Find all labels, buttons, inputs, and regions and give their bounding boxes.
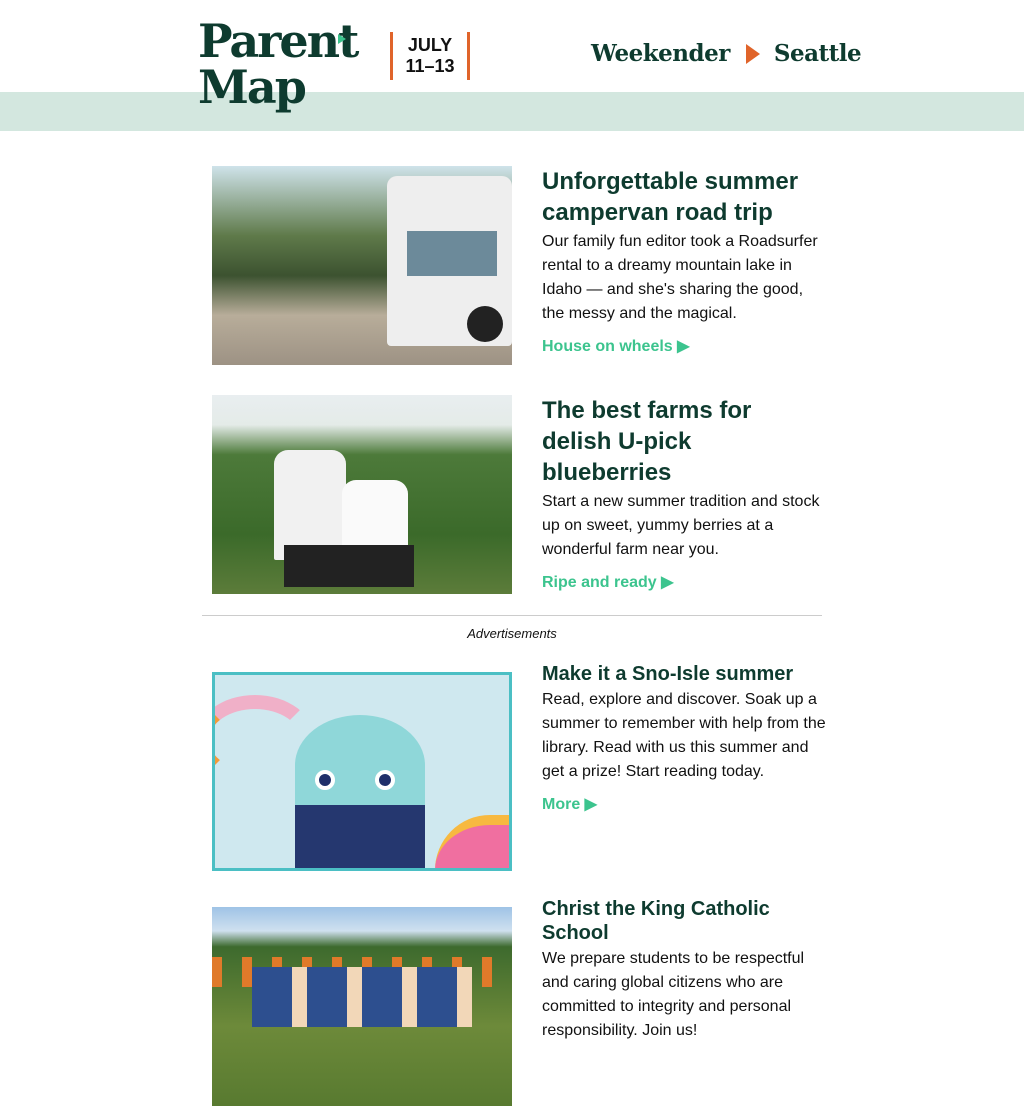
ad-body: Read, explore and discover. Soak up a summer to remember with help from the library. Read with us this summer and get a prize! Start reading today. xyxy=(542,691,826,780)
date-badge xyxy=(390,32,470,80)
blueberries-image[interactable] xyxy=(212,395,512,594)
christ-the-king-ad-image[interactable] xyxy=(212,907,512,1106)
header-band xyxy=(0,92,1024,131)
play-arrow-icon xyxy=(746,44,760,64)
ad-title[interactable]: Christ the King Catholic School xyxy=(542,898,770,944)
parentmap-logo[interactable] xyxy=(198,14,358,114)
date-range: 11–13 xyxy=(405,56,455,76)
region-name: Seattle xyxy=(773,40,862,67)
campervan-image[interactable] xyxy=(212,166,512,365)
logo-line2: Map xyxy=(198,60,305,114)
article-body: Start a new summer tradition and stock up on sweet, yummy berries at a wonderful farm near you. xyxy=(542,493,820,558)
date-month: JULY xyxy=(407,35,453,55)
newsletter-title xyxy=(591,40,861,67)
ad-body: We prepare students to be respectful and caring global citizens who are committed to integrity and personal responsibility. Join us! xyxy=(542,950,805,1039)
article-body: Our family fun editor took a Roadsurfer rental to a dreamy mountain lake in Idaho — and she's sharing the good, the messy and the magical. xyxy=(542,233,818,322)
logo-triangle-icon xyxy=(338,34,346,44)
article-title[interactable]: Unforgettable summer campervan road trip xyxy=(542,168,799,226)
ad-link[interactable]: More ▶ xyxy=(542,796,597,813)
article-link[interactable]: Ripe and ready ▶ xyxy=(542,574,674,591)
newsletter-name: Weekender xyxy=(591,40,730,67)
divider xyxy=(202,615,822,616)
sno-isle-ad-image[interactable] xyxy=(212,672,512,871)
advertisements-label: Advertisements xyxy=(467,626,557,641)
article-title[interactable]: The best farms for delish U-pick blueberries xyxy=(542,397,752,486)
ad-title[interactable]: Make it a Sno-Isle summer xyxy=(542,663,794,685)
article-link[interactable]: House on wheels ▶ xyxy=(542,338,690,355)
logo-line1: Parent xyxy=(198,14,358,68)
